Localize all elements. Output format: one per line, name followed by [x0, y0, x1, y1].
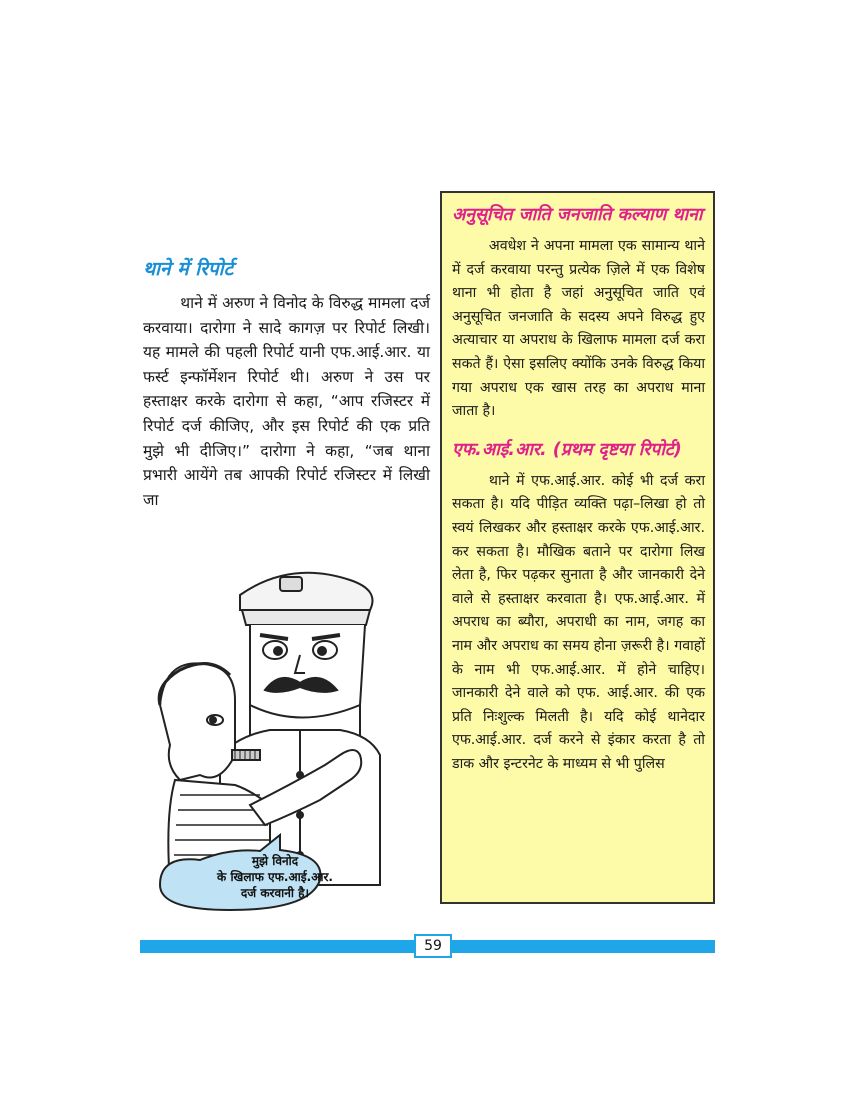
page-number: 59 [414, 934, 452, 958]
speech-bubble-text [200, 853, 350, 901]
box-heading-fir: एफ.आई.आर. (प्रथम दृष्टया रिपोर्ट) [452, 439, 682, 460]
info-box [440, 191, 715, 904]
left-column [143, 255, 430, 512]
box-paragraph-1: अवधेश ने अपना मामला एक सामान्य थाने में दर्ज करवाया परन्तु प्रत्येक ज़िले में एक विशेष थाना भी होता है जहां अनुसूचित जाति एवं अनुसूचित जनजाति के सदस्य अपने विरुद्ध हुए अत्याचार या अपराध के खिलाफ मामला दर्ज करा सकते हैं। ऐसा इसलिए क्योंकि उनके विरुद्ध किया गया अपराध एक खास तरह का अपराध माना जाता है। [452, 238, 705, 420]
left-body-text: थाने में अरुण ने विनोद के विरुद्ध मामला दर्ज करवाया। दारोगा ने सादे कागज़ पर रिपोर्ट लिखी। यह मामले की पहली रिपोर्ट यानी एफ.आई.आर. या फर्स्ट इन्फॉर्मेशन रिपोर्ट थी। अरुण ने उस पर हस्ताक्षर करके दारोगा से कहा, “आप रजिस्टर में रिपोर्ट दर्ज कीजिए, और इस रिपोर्ट की एक प्रति मुझे भी दीजिए।” दारोगा ने कहा, “जब थाना प्रभारी आयेंगे तब आपकी रिपोर्ट रजिस्टर में लिखी जा [143, 294, 430, 509]
bubble-line: दर्ज करवानी है। [240, 886, 310, 900]
bubble-line: के खिलाफ एफ.आई.आर. [217, 870, 333, 884]
section-heading-thane-me-report: थाने में रिपोर्ट [143, 258, 234, 280]
bubble-line: मुझे विनोद [251, 854, 299, 868]
box-heading-sc-st-thana: अनुसूचित जाति जनजाति कल्याण थाना [452, 205, 703, 225]
box-paragraph-2: थाने में एफ.आई.आर. कोई भी दर्ज करा सकता है। यदि पीड़ित व्यक्ति पढ़ा–लिखा हो तो स्वयं लिखकर और हस्ताक्षर करके एफ.आई.आर. कर सकता है। मौखिक बताने पर दारोगा लिख लेता है, फिर पढ़कर सुनाता है और जानकारी देने वाले से हस्ताक्षर करवाता है। एफ.आई.आर. में अपराध का ब्यौरा, अपराधी का नाम, जगह का नाम और अपराध का समय होना ज़रूरी है। गवाहों के नाम भी एफ.आई.आर. में होने चाहिए। जानकारी देने वाले को एफ. आई.आर. की एक प्रति निःशुल्क मिलती है। यदि कोई थानेदार एफ.आई.आर. दर्ज करने से इंकार करता है तो डाक और इन्टरनेट के माध्यम से भी पुलिस [452, 472, 705, 772]
